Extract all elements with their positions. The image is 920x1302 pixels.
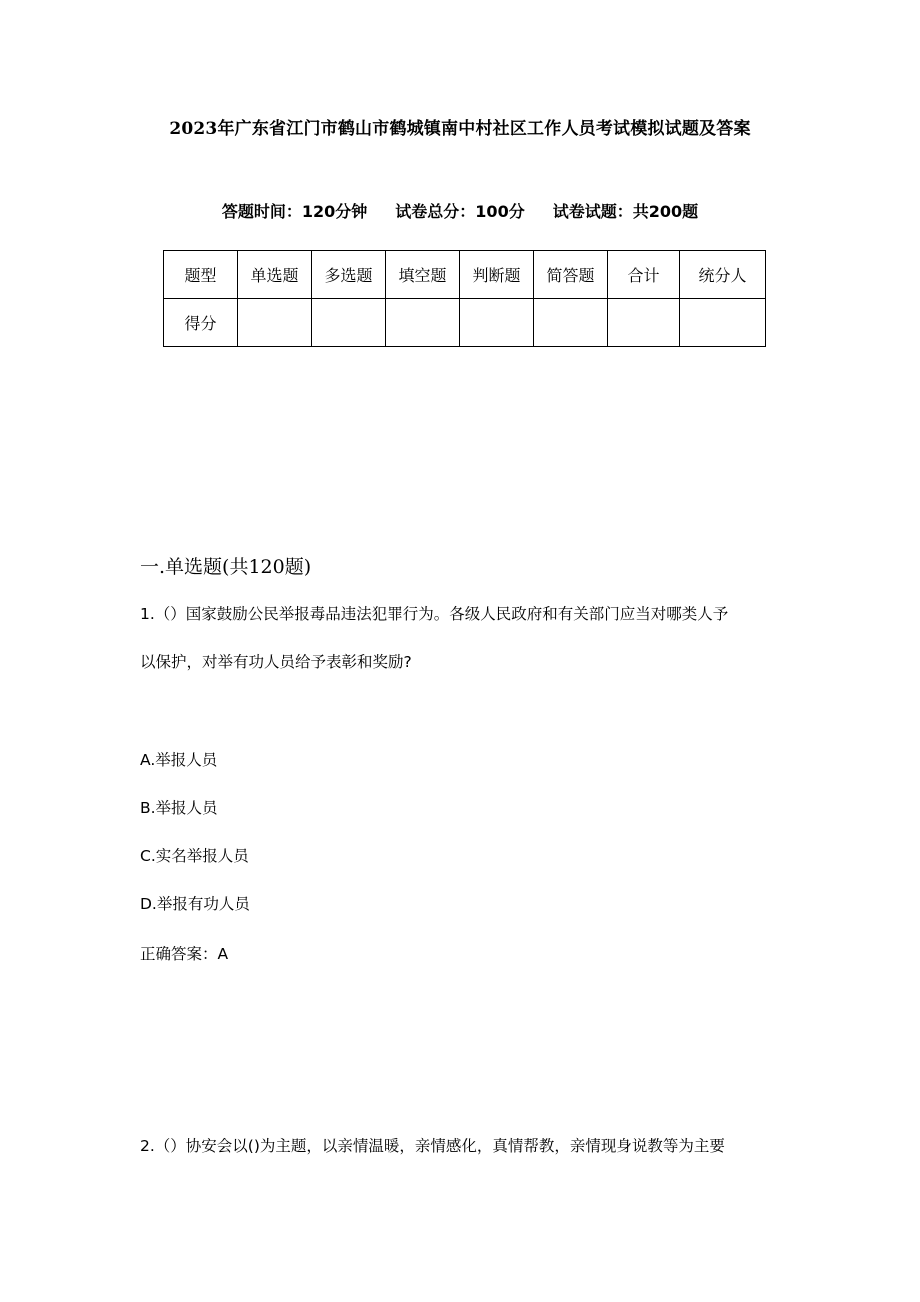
score-cell [312, 299, 386, 347]
question-1 [140, 590, 790, 686]
exam-time: 答题时间：120分钟 [221, 202, 368, 221]
header-cell-type: 题型 [164, 251, 238, 299]
exam-info [0, 199, 920, 222]
question-2-text-line-1: 2.（）协安会以()为主题，以亲情温暖，亲情感化，真情帮教，亲情现身说教等为主要 [140, 1137, 725, 1155]
score-table-score-row [164, 299, 766, 347]
score-cell [680, 299, 766, 347]
score-cell [386, 299, 460, 347]
option-a: A.举报人员 [140, 751, 218, 769]
header-cell-true-false: 判断题 [460, 251, 534, 299]
question-1-text-line-2: 以保护，对举有功人员给予表彰和奖励? [140, 653, 412, 671]
header-cell-fill-blank: 填空题 [386, 251, 460, 299]
exam-total-score: 试卷总分：100分 [395, 202, 525, 221]
header-cell-short-answer: 简答题 [534, 251, 608, 299]
header-cell-single-choice: 单选题 [238, 251, 312, 299]
option-c: C.实名举报人员 [140, 847, 249, 865]
option-b: B.举报人员 [140, 799, 218, 817]
score-cell [238, 299, 312, 347]
header-cell-scorer: 统分人 [680, 251, 766, 299]
score-cell [460, 299, 534, 347]
document-title: 2023年广东省江门市鹤山市鹤城镇南中村社区工作人员考试模拟试题及答案 [169, 119, 751, 139]
header-cell-total: 合计 [608, 251, 680, 299]
header-cell-multiple-choice: 多选题 [312, 251, 386, 299]
option-d: D.举报有功人员 [140, 895, 250, 913]
question-1-text-line-1: 1.（）国家鼓励公民举报毒品违法犯罪行为。各级人民政府和有关部门应当对哪类人予 [140, 605, 729, 623]
score-cell [608, 299, 680, 347]
section-heading: 一.单选题(共120题) [140, 556, 312, 578]
score-table [163, 250, 766, 347]
row-label-score: 得分 [164, 299, 238, 347]
score-table-header-row [164, 251, 766, 299]
exam-question-count: 试卷试题：共200题 [552, 202, 699, 221]
correct-answer: 正确答案：A [140, 945, 229, 963]
score-cell [534, 299, 608, 347]
